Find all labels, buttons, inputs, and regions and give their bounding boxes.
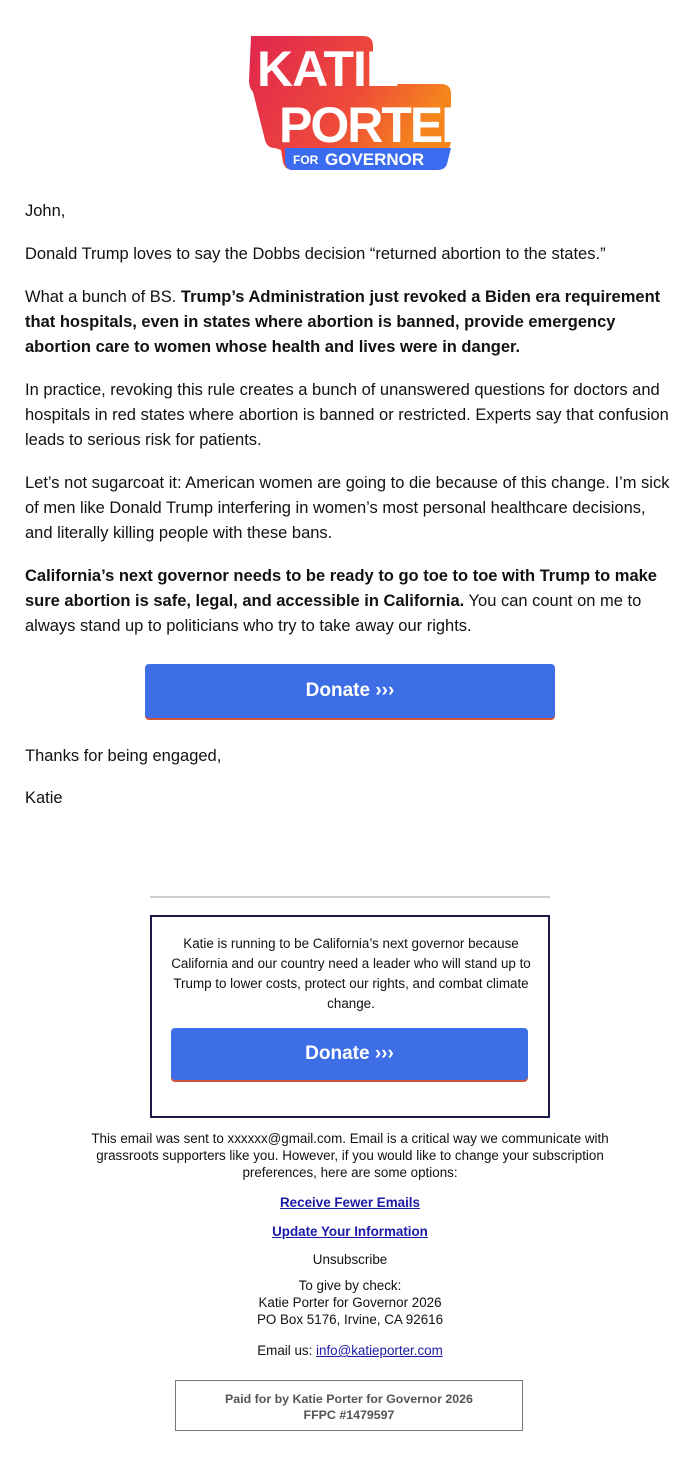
footer-notice: This email was sent to xxxxxx@gmail.com. Email is a critical way we communicate with grassroots supporters like you. However, if you would like to change your subscription preferences, here are some options: bbox=[91, 1131, 609, 1180]
paragraph-5-bold: California’s next governor needs to be ready to go toe to toe with Trump to make sure abortion is safe, legal, and accessible in California. bbox=[25, 567, 657, 610]
logo-line3-big: GOVERNOR bbox=[325, 150, 425, 169]
paragraph-2-plain: What a bunch of BS. bbox=[25, 288, 181, 306]
paragraph-4: Let’s not sugarcoat it: American women are going to die because of this change. I’m sick of men like Donald Trump interfering in women’s most personal healthcare decisions, and literally killing people with these bans. bbox=[25, 474, 670, 542]
greeting: John, bbox=[25, 202, 66, 220]
divider bbox=[150, 896, 550, 898]
paragraph-2-bold: Trump’s Administration just revoked a Biden era requirement that hospitals, even in states where abortion is banned, provide emergency abortion care to women whose health and lives were in danger. bbox=[25, 288, 661, 356]
check-line-3: PO Box 5176, Irvine, CA 92616 bbox=[256, 1312, 444, 1327]
letter-body bbox=[25, 199, 675, 657]
promo-donate-button[interactable]: Donate ››› bbox=[171, 1028, 528, 1080]
signoff-name: Katie bbox=[25, 789, 63, 807]
paragraph-5 bbox=[25, 564, 675, 639]
check-line-1: To give by check: bbox=[298, 1278, 402, 1293]
paragraph-3: In practice, revoking this rule creates a bunch of unanswered questions for doctors and hospitals in red states where abortion is banned or restricted. Experts say that confusion leads to serious risk for patients. bbox=[25, 381, 669, 449]
campaign-logo bbox=[245, 32, 476, 172]
logo-line2: PORTER bbox=[279, 97, 476, 153]
promo-box bbox=[150, 915, 550, 1118]
paragraph-2 bbox=[25, 285, 675, 360]
update-information-link[interactable]: Update Your Information bbox=[272, 1224, 428, 1239]
signoff-thanks: Thanks for being engaged, bbox=[25, 747, 222, 765]
check-line-2: Katie Porter for Governor 2026 bbox=[258, 1295, 442, 1310]
paid-for-line2: FFPC #1479597 bbox=[303, 1408, 395, 1422]
paragraph-1: Donald Trump loves to say the Dobbs decision “returned abortion to the states.” bbox=[25, 245, 606, 263]
paid-for-box bbox=[175, 1380, 523, 1431]
paragraph-5-plain: You can count on me to always stand up to politicians who try to take away our rights. bbox=[25, 592, 642, 635]
promo-text: Katie is running to be California’s next governor because California and our country need a leader who will stand up to Trump to lower costs, protect our rights, and combat climate change. bbox=[171, 936, 531, 1011]
email-us-line bbox=[60, 1342, 640, 1359]
footer bbox=[60, 1130, 640, 1359]
email-link[interactable]: info@katieporter.com bbox=[316, 1343, 443, 1358]
logo-line1: KATIE bbox=[257, 41, 399, 97]
email-label: Email us: bbox=[257, 1343, 317, 1358]
logo-line3-small: FOR bbox=[293, 153, 319, 167]
receive-fewer-emails-link[interactable]: Receive Fewer Emails bbox=[280, 1195, 420, 1210]
paid-for-line1: Paid for by Katie Porter for Governor 2026 bbox=[225, 1392, 473, 1406]
donate-button[interactable]: Donate ››› bbox=[145, 664, 555, 718]
signoff bbox=[25, 744, 675, 828]
unsubscribe-link[interactable]: Unsubscribe bbox=[312, 1252, 388, 1267]
